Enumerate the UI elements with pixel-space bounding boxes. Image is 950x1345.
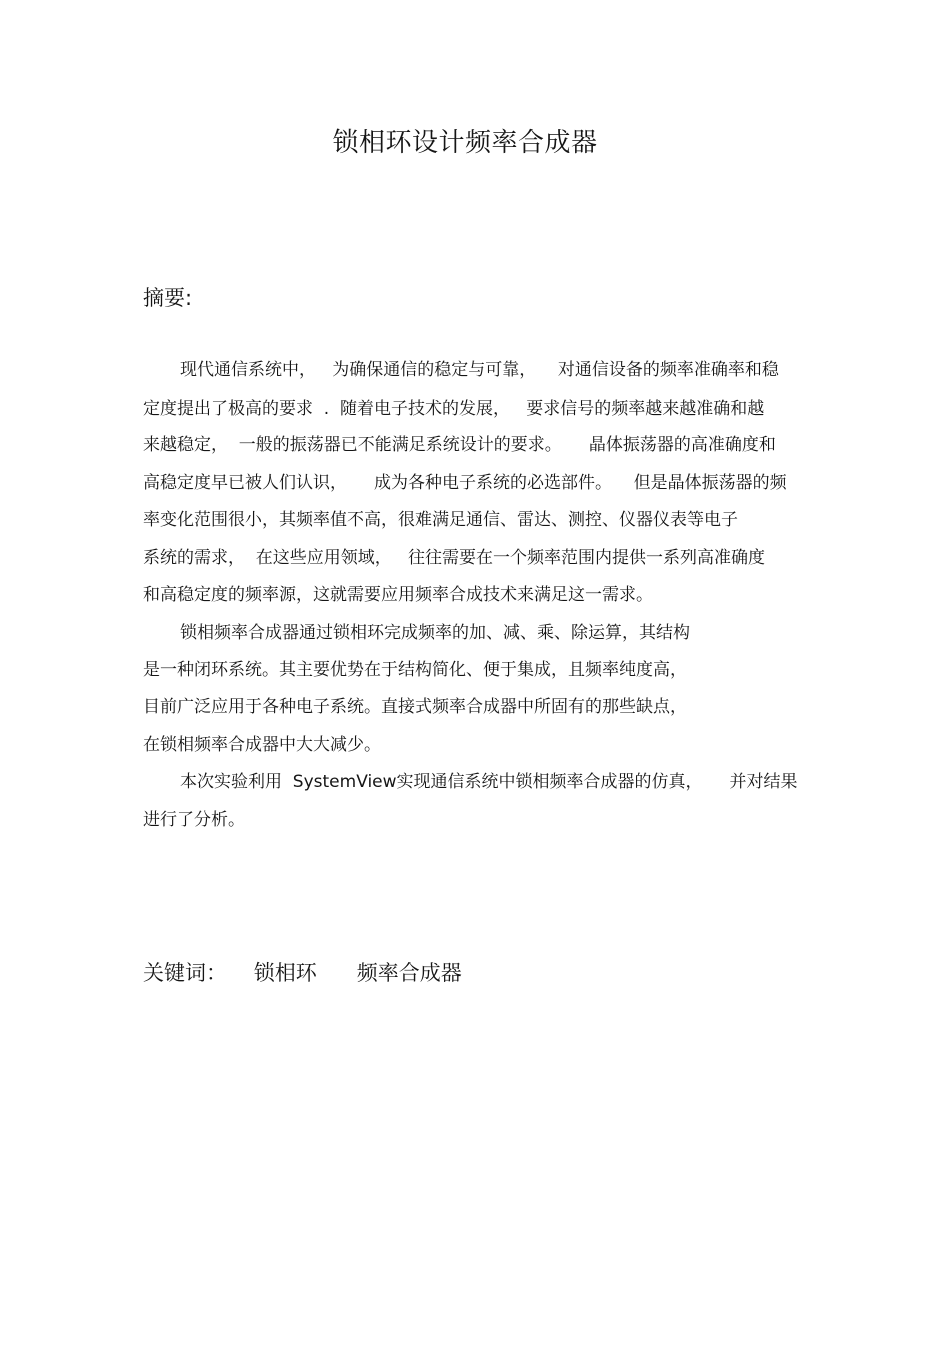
abstract-line: 来越稳定， 一般的振荡器已不能满足系统设计的要求。 晶体振荡器的高准确度和 xyxy=(143,435,776,455)
keywords-line: 关键词： 锁相环 频率合成器 xyxy=(143,961,462,985)
abstract-line: 在锁相频率合成器中大大减少。 xyxy=(143,735,381,755)
abstract-line: 进行了分析。 xyxy=(143,810,245,830)
abstract-line: 系统的需求， 在这些应用领域， 往往需要在一个频率范围内提供一系列高准确度 xyxy=(143,548,766,568)
abstract-heading: 摘要: xyxy=(143,286,193,310)
abstract-line: 是一种闭环系统。其主要优势在于结构简化、便于集成，且频率纯度高， xyxy=(143,660,687,680)
abstract-line: 定度提出了极高的要求 . 随着电子技术的发展， 要求信号的频率越来越准确和越 xyxy=(143,399,765,419)
abstract-line: 目前广泛应用于各种电子系统。直接式频率合成器中所固有的那些缺点， xyxy=(143,697,687,717)
abstract-line: 高稳定度早已被人们认识， 成为各种电子系统的必选部件。 但是晶体振荡器的频 xyxy=(143,473,787,493)
abstract-line: 率变化范围很小，其频率值不高，很难满足通信、雷达、测控、仪器仪表等电子 xyxy=(143,510,738,530)
document-title: 锁相环设计频率合成器 xyxy=(332,128,598,158)
abstract-line: 本次实验利用 SystemView实现通信系统中锁相频率合成器的仿真， 并对结果 xyxy=(180,772,798,792)
abstract-line: 和高稳定度的频率源，这就需要应用频率合成技术来满足这一需求。 xyxy=(143,585,653,605)
abstract-line: 现代通信系统中， 为确保通信的稳定与可靠， 对通信设备的频率准确率和稳 xyxy=(180,360,779,380)
abstract-line: 锁相频率合成器通过锁相环完成频率的加、减、乘、除运算，其结构 xyxy=(180,623,690,643)
